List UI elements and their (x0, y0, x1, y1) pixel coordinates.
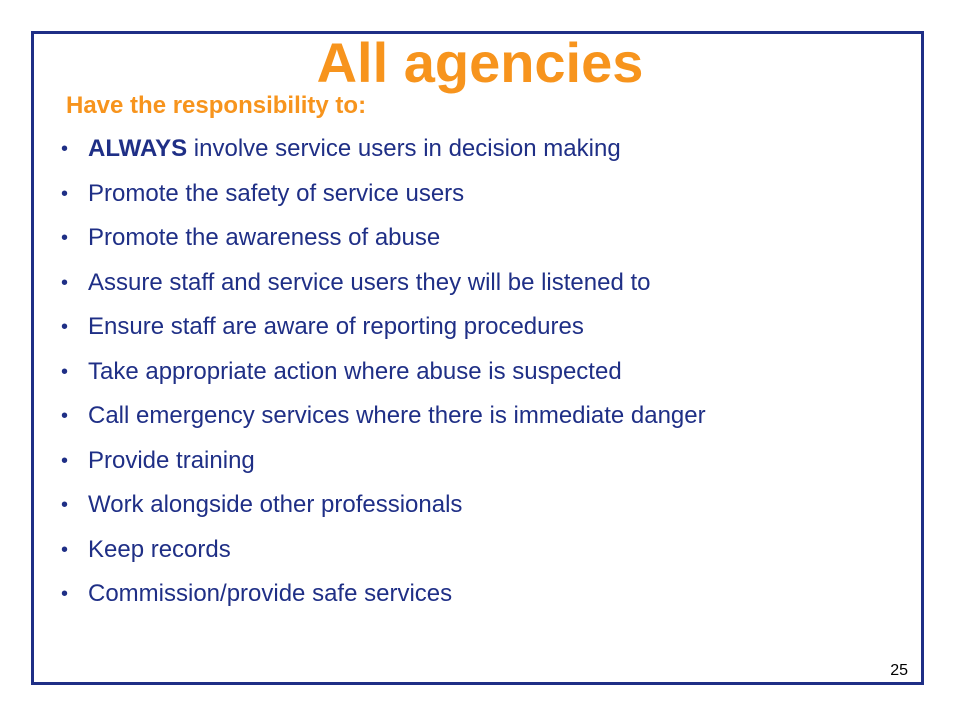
bullet-text: Ensure staff are aware of reporting procedures (88, 313, 584, 340)
bullet-icon: • (61, 316, 69, 338)
bullet-list (60, 135, 860, 625)
bullet-item (60, 402, 860, 430)
bullet-item (60, 313, 860, 341)
bullet-text: Take appropriate action where abuse is suspected (88, 357, 622, 385)
bullet-icon: • (61, 227, 69, 249)
bullet-item (60, 224, 860, 252)
bullet-text: Commission/provide safe services (88, 580, 453, 607)
bullet-icon: • (61, 182, 69, 205)
bullet-icon: • (61, 271, 69, 294)
slide-subtitle: Have the responsibility to: (66, 92, 367, 119)
bullet-emphasis: ALWAYS (88, 135, 188, 162)
bullet-item (60, 269, 860, 297)
bullet-icon: • (61, 494, 69, 516)
bullet-text: Keep records (88, 535, 231, 563)
bullet-item (60, 358, 860, 386)
bullet-icon: • (61, 449, 69, 472)
bullet-item (60, 447, 860, 475)
bullet-item (60, 580, 860, 608)
bullet-text: involve service users in decision making (187, 135, 621, 162)
bullet-icon: • (61, 138, 69, 160)
bullet-icon: • (61, 405, 69, 427)
bullet-text: Provide training (88, 446, 255, 474)
bullet-text: Work alongside other professionals (88, 491, 463, 518)
bullet-item (60, 180, 860, 208)
bullet-text: Call emergency services where there is immediate danger (88, 402, 706, 429)
bullet-item (60, 536, 860, 564)
slide-title: All agencies (316, 31, 644, 94)
bullet-item (60, 135, 860, 163)
bullet-icon: • (61, 538, 69, 561)
page-number: 25 (890, 662, 908, 679)
bullet-text: Assure staff and service users they will be listened to (88, 268, 651, 296)
bullet-text: Promote the safety of service users (88, 179, 465, 207)
bullet-item (60, 491, 860, 519)
bullet-text: Promote the awareness of abuse (88, 224, 441, 251)
bullet-icon: • (61, 583, 69, 605)
bullet-icon: • (61, 360, 69, 383)
